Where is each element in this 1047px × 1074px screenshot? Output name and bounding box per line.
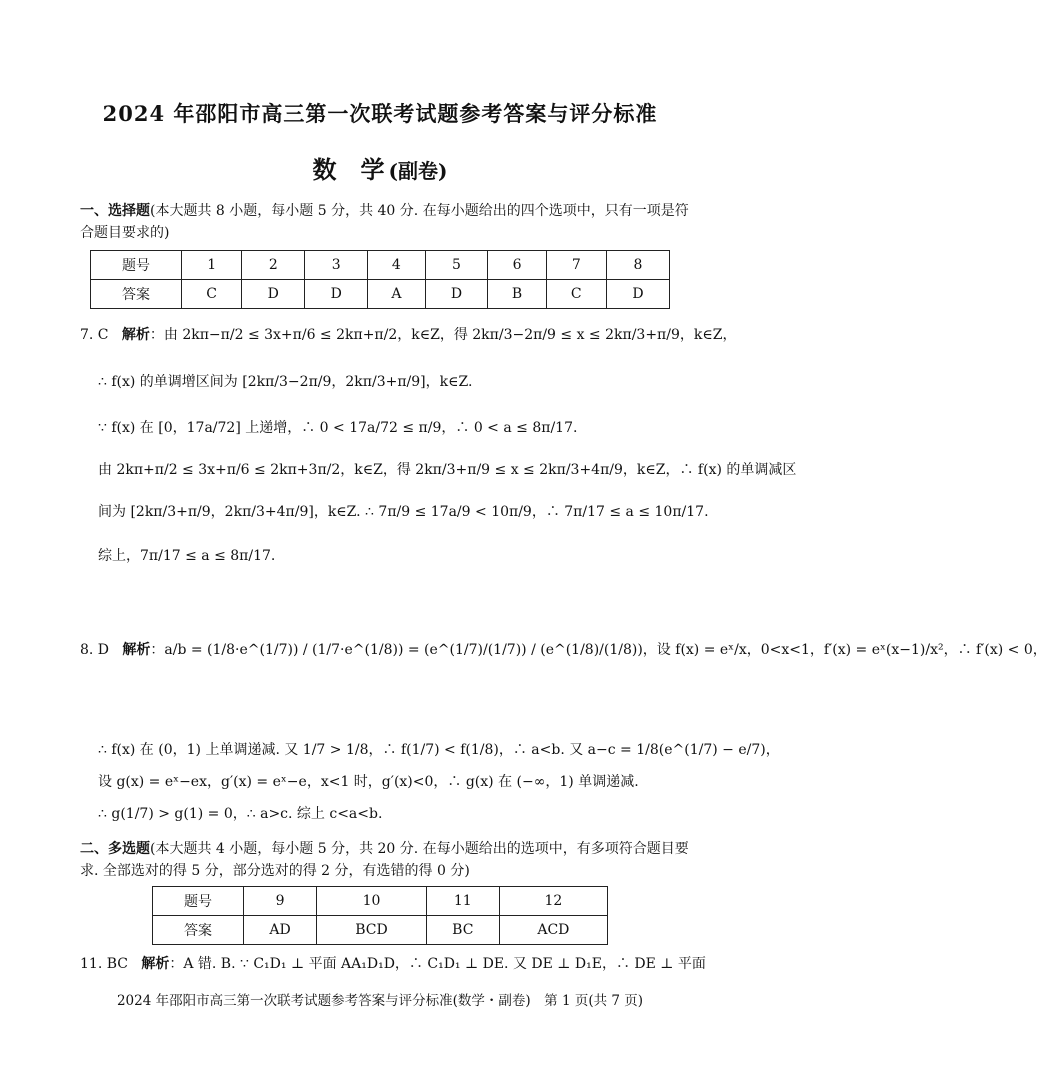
- q7-label: 7. C: [80, 327, 109, 343]
- table-row: [153, 916, 608, 945]
- table-cell: C: [546, 280, 606, 309]
- table-row: [153, 887, 608, 916]
- table-cell: 12: [499, 887, 607, 916]
- section1-desc: (本大题共 8 小题，每小题 5 分，共 40 分. 在每小题给出的四个选项中，只有一项是符合题目要求的): [80, 203, 689, 241]
- q11-jiexi: 解析: [141, 956, 170, 972]
- table-cell: 5: [425, 251, 488, 280]
- section1-heading: 一、选择题: [80, 203, 150, 219]
- q8-text-1: ：a/b = (1/8·e^(1/7)) / (1/7·e^(1/8)) = (e^(1/7)/(1/7)) / (e^(1/8)/(1/8))，设 f(x) = eˣ/x，0<x<1，f′(x) = eˣ(x−1)/x²，∴ f′(x) < 0，: [150, 642, 1047, 658]
- table-cell: 7: [546, 251, 606, 280]
- page-footer: 2024 年邵阳市高三第一次联考试题参考答案与评分标准(数学・副卷) 第 1 页(共 7 页): [116, 993, 644, 1009]
- table-cell: AD: [244, 916, 317, 945]
- table-cell: 11: [426, 887, 499, 916]
- q7-line-5: 间为 [2kπ/3+π/9，2kπ/3+4π/9]，k∈Z. ∴ 7π/9 ≤ 17a/9 < 10π/9，∴ 7π/17 ≤ a ≤ 10π/17.: [98, 504, 709, 520]
- table-cell: D: [606, 280, 669, 309]
- q7-line-6: 综上，7π/17 ≤ a ≤ 8π/17.: [98, 548, 276, 564]
- table-cell: C: [182, 280, 242, 309]
- q8-label: 8. D: [80, 642, 110, 658]
- table-cell: ACD: [499, 916, 607, 945]
- table-cell: 1: [182, 251, 242, 280]
- page-title: 2024 年邵阳市高三第一次联考试题参考答案与评分标准: [102, 101, 658, 126]
- table-cell: 3: [305, 251, 368, 280]
- answer-table-1: [90, 250, 670, 309]
- q8-line-4: ∴ g(1/7) > g(1) = 0，∴ a>c. 综上 c<a<b.: [98, 806, 383, 822]
- table-cell: A: [368, 280, 425, 309]
- subject-variant: (副卷): [388, 159, 448, 183]
- q8-line-3: 设 g(x) = eˣ−ex，g′(x) = eˣ−e，x<1 时，g′(x)<0，∴ g(x) 在 (−∞，1) 单调递减.: [98, 774, 639, 790]
- q7-line-1: [80, 325, 736, 345]
- q11-text-1: ：A 错. B. ∵ C₁D₁ ⊥ 平面 AA₁D₁D，∴ C₁D₁ ⊥ DE. 又 DE ⊥ D₁E，∴ DE ⊥ 平面: [169, 956, 706, 972]
- table-cell: 8: [606, 251, 669, 280]
- q7-line-3: ∵ f(x) 在 [0，17a/72] 上递增，∴ 0 < 17a/72 ≤ π/9，∴ 0 < a ≤ 8π/17.: [98, 420, 578, 436]
- section2-desc: (本大题共 4 小题，每小题 5 分，共 20 分. 在每小题给出的选项中，有多项符合题目要求. 全部选对的得 5 分，部分选对的得 2 分，有选错的得 0 分): [80, 841, 689, 879]
- q8-line-1: [80, 640, 1047, 660]
- section1-header: [80, 200, 690, 244]
- q7-line-2: ∴ f(x) 的单调增区间为 [2kπ/3−2π/9，2kπ/3+π/9]，k∈Z.: [98, 374, 473, 390]
- table-cell: 10: [317, 887, 427, 916]
- table-cell: 4: [368, 251, 425, 280]
- table-cell: 2: [242, 251, 305, 280]
- q8-line-2: ∴ f(x) 在 (0，1) 上单调递减. 又 1/7 > 1/8，∴ f(1/7) < f(1/8)，∴ a<b. 又 a−c = 1/8(e^(1/7) − e/7)，: [98, 742, 780, 758]
- q7-text-1: ：由 2kπ−π/2 ≤ 3x+π/6 ≤ 2kπ+π/2，k∈Z，得 2kπ/3−2π/9 ≤ x ≤ 2kπ/3+π/9，k∈Z，: [149, 327, 737, 343]
- q11-line-1: [80, 954, 706, 974]
- section2-heading: 二、多选题: [80, 841, 150, 857]
- table-cell: 答案: [91, 280, 182, 309]
- q8-jiexi: 解析: [122, 642, 151, 658]
- table-cell: D: [242, 280, 305, 309]
- table-cell: 答案: [153, 916, 244, 945]
- table-cell: D: [305, 280, 368, 309]
- table-row: [91, 280, 670, 309]
- table-cell: 题号: [153, 887, 244, 916]
- q7-line-4: 由 2kπ+π/2 ≤ 3x+π/6 ≤ 2kπ+3π/2，k∈Z，得 2kπ/3+π/9 ≤ x ≤ 2kπ/3+4π/9，k∈Z，∴ f(x) 的单调减区: [98, 462, 797, 478]
- table-cell: BC: [426, 916, 499, 945]
- answer-table-2: [152, 886, 608, 945]
- subject-title: [0, 150, 760, 185]
- q7-jiexi: 解析: [121, 327, 150, 343]
- table-cell: 6: [488, 251, 546, 280]
- table-cell: B: [488, 280, 546, 309]
- table-row: [91, 251, 670, 280]
- subject-name: 数 学: [312, 155, 385, 184]
- table-cell: D: [425, 280, 488, 309]
- section2-header: [80, 838, 690, 882]
- q11-label: 11. BC: [80, 956, 128, 972]
- table-cell: BCD: [317, 916, 427, 945]
- table-cell: 9: [244, 887, 317, 916]
- table-cell: 题号: [91, 251, 182, 280]
